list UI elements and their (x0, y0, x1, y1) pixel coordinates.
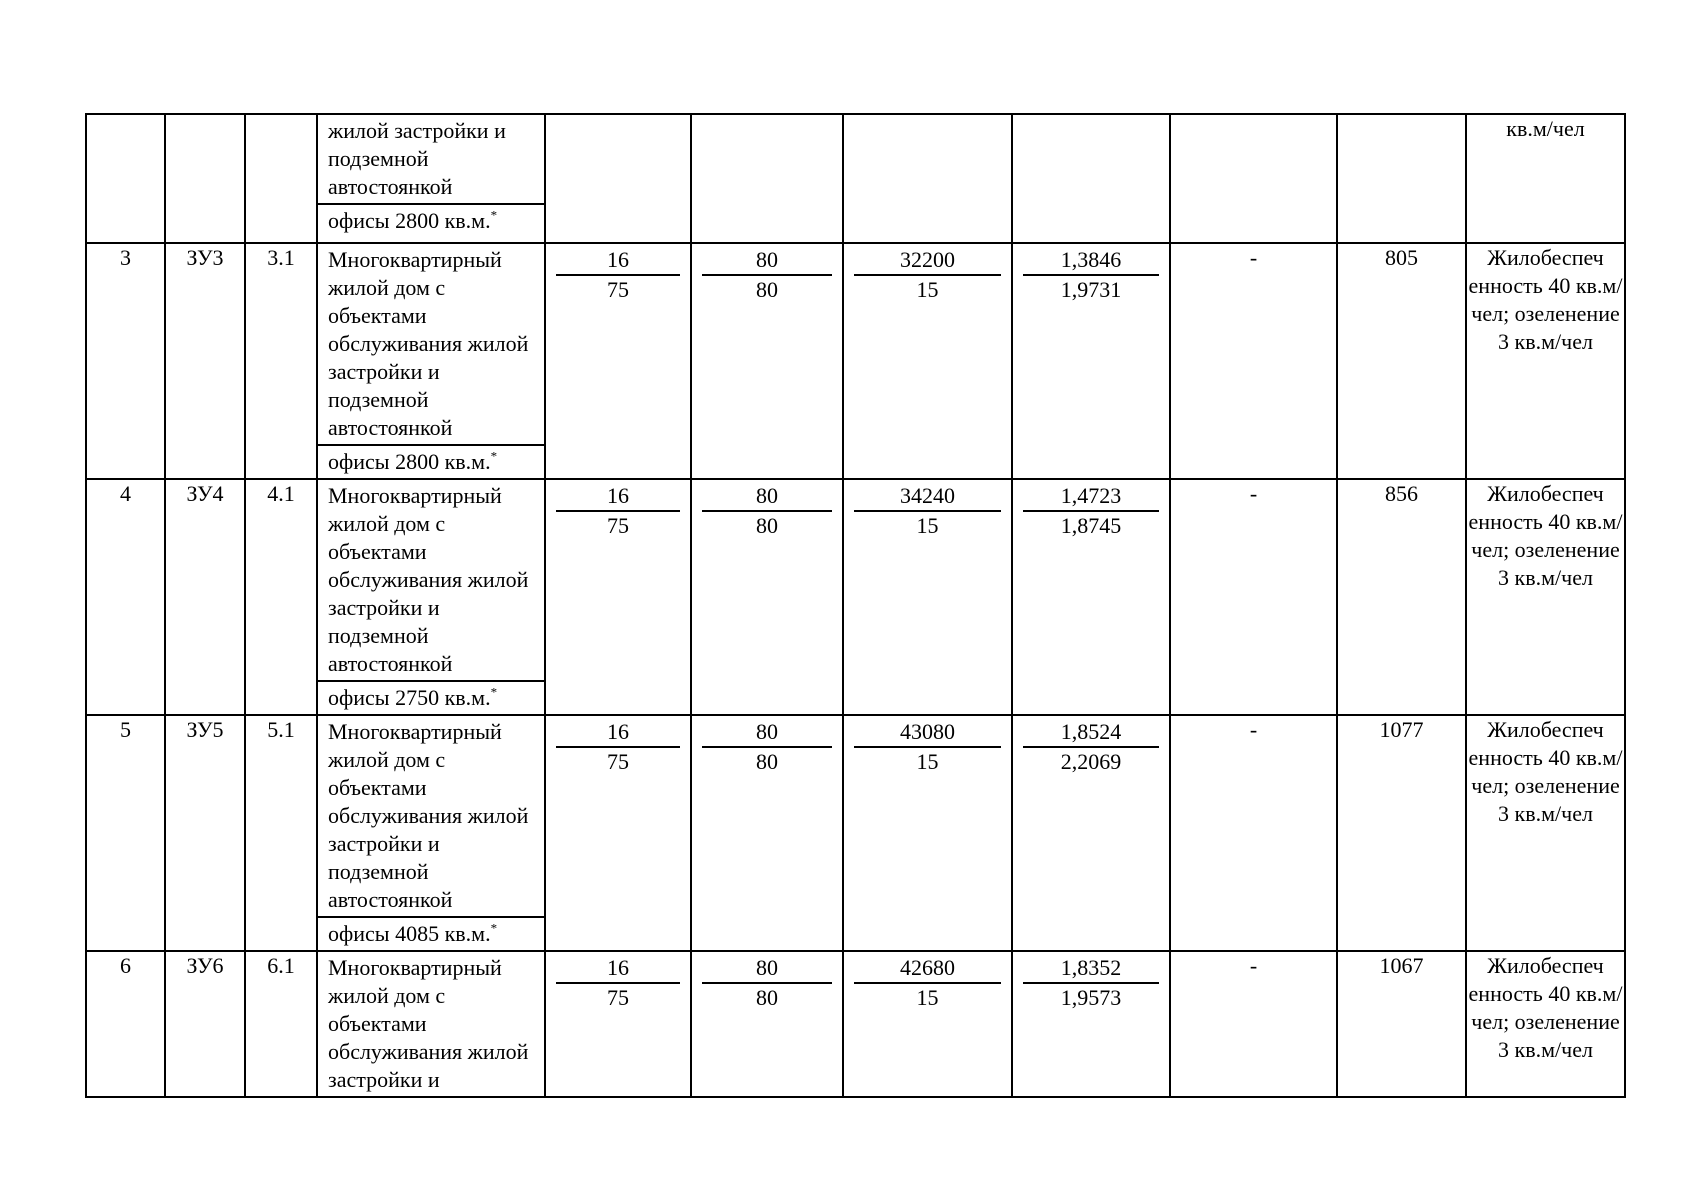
object-name-cell (317, 114, 545, 243)
row-number: 5 (86, 715, 165, 951)
fraction-percent: 80 80 (702, 246, 832, 304)
table-row (86, 479, 1625, 715)
fraction-area: 34240 15 (854, 482, 1001, 540)
row-number: 6 (86, 951, 165, 1097)
object-name-cell (317, 951, 545, 1097)
note-cell: Жилобеспеч енность 40 кв.м/чел; озеленение 3 кв.м/чел (1466, 243, 1625, 479)
fraction-floors: 16 75 (556, 482, 680, 540)
note-cell: Жилобеспеч енность 40 кв.м/чел; озеленение 3 кв.м/чел (1466, 479, 1625, 715)
dash-cell: - (1170, 243, 1337, 479)
object-name-cell (317, 243, 545, 479)
residents-count: 1077 (1337, 715, 1466, 951)
land-plots-table (85, 113, 1626, 1098)
sub-number: 6.1 (245, 951, 317, 1097)
zu-code: ЗУ6 (165, 951, 245, 1097)
fraction-ratio: 1,8524 2,2069 (1023, 718, 1159, 776)
table-row (86, 951, 1625, 1097)
fraction-floors: 16 75 (556, 954, 680, 1012)
dash-cell: - (1170, 715, 1337, 951)
object-name-cell (317, 479, 545, 715)
object-name: Многоквартирный жилой дом с объектами обслуживания жилой застройки и (328, 955, 529, 1092)
fraction-area: 42680 15 (854, 954, 1001, 1012)
dash-cell: - (1170, 951, 1337, 1097)
residents-count: 856 (1337, 479, 1466, 715)
object-name-cell (317, 715, 545, 951)
object-name: Многоквартирный жилой дом с объектами обслуживания жилой застройки и подземной автостоянкой (328, 247, 529, 440)
note-cell: Жилобеспеч енность 40 кв.м/чел; озеленение 3 кв.м/чел (1466, 951, 1625, 1097)
object-name: Многоквартирный жилой дом с объектами обслуживания жилой застройки и подземной автостоянкой (328, 719, 529, 912)
fraction-ratio: 1,8352 1,9573 (1023, 954, 1159, 1012)
table-row (86, 715, 1625, 951)
row-number: 4 (86, 479, 165, 715)
fraction-area: 43080 15 (854, 718, 1001, 776)
fraction-ratio: 1,3846 1,9731 (1023, 246, 1159, 304)
zu-code: ЗУ4 (165, 479, 245, 715)
note-cell: Жилобеспеч енность 40 кв.м/чел; озеленение 3 кв.м/чел (1466, 715, 1625, 951)
fraction-floors: 16 75 (556, 718, 680, 776)
offices-area: офисы 2800 кв.м.* (318, 444, 544, 478)
residents-count: 805 (1337, 243, 1466, 479)
sub-number: 4.1 (245, 479, 317, 715)
object-name: жилой застройки и подземной автостоянкой (328, 118, 506, 199)
object-name: Многоквартирный жилой дом с объектами обслуживания жилой застройки и подземной автостоянкой (328, 483, 529, 676)
residents-count: 1067 (1337, 951, 1466, 1097)
table-row (86, 243, 1625, 479)
offices-area: офисы 2800 кв.м.* (318, 203, 544, 237)
fraction-percent: 80 80 (702, 954, 832, 1012)
zu-code: ЗУ3 (165, 243, 245, 479)
fraction-ratio: 1,4723 1,8745 (1023, 482, 1159, 540)
offices-area: офисы 2750 кв.м.* (318, 680, 544, 714)
fraction-percent: 80 80 (702, 482, 832, 540)
table-row-continuation (86, 114, 1625, 243)
zu-code: ЗУ5 (165, 715, 245, 951)
fraction-floors: 16 75 (556, 246, 680, 304)
offices-area: офисы 4085 кв.м.* (318, 916, 544, 950)
row-number: 3 (86, 243, 165, 479)
sub-number: 5.1 (245, 715, 317, 951)
fraction-area: 32200 15 (854, 246, 1001, 304)
note-cell: кв.м/чел (1466, 114, 1625, 243)
fraction-percent: 80 80 (702, 718, 832, 776)
sub-number: 3.1 (245, 243, 317, 479)
dash-cell: - (1170, 479, 1337, 715)
